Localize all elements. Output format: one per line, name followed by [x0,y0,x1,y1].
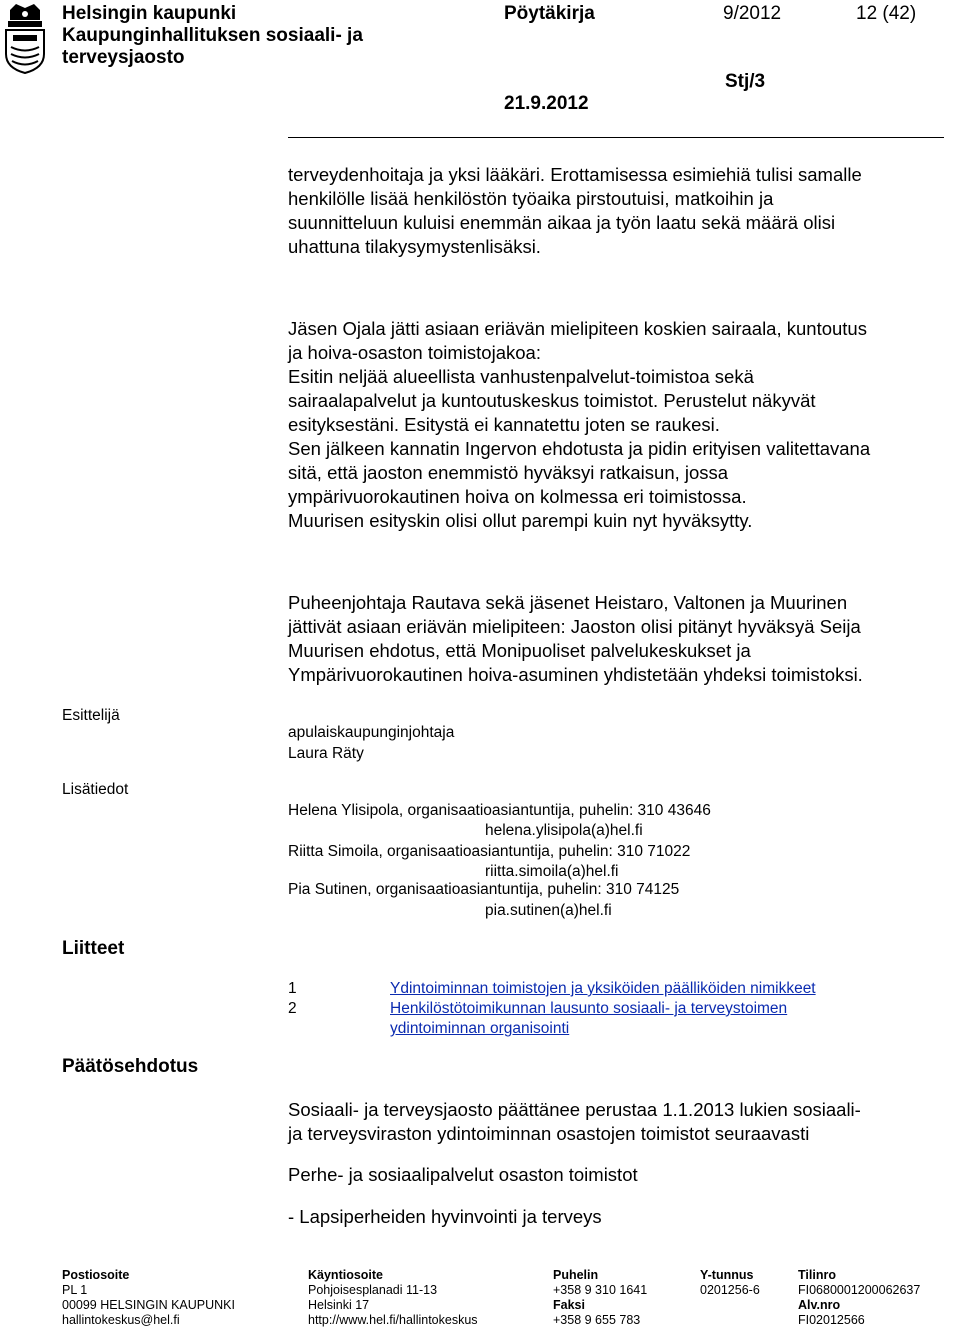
decision-subheading: Perhe- ja sosiaalipalvelut osaston toimistot [288,1164,638,1185]
footer-value: 0201256-6 [700,1283,760,1297]
org-department: Kaupunginhallituksen sosiaali- ja [62,25,363,46]
footer-value: FI02012566 [798,1313,865,1327]
footer-label: Y-tunnus [700,1268,754,1282]
contact-line: Pia Sutinen, organisaatioasiantuntija, puhelin: 310 74125 [288,881,680,898]
footer-phone [553,1268,647,1328]
document-type: Pöytäkirja [504,3,595,24]
footer-label: Postiosoite [62,1268,130,1282]
text-line: ympärivuorokautinen hoiva on kolmessa eri toimistossa. [288,486,747,507]
paragraph-continuation [288,163,862,259]
text-line: uhattuna tilakysymystenlisäksi. [288,236,541,257]
section-code: Stj/3 [725,71,766,92]
more-info-label: Lisätiedot [62,781,129,798]
contact-email: pia.sutinen(a)hel.fi [485,902,612,919]
attachment-number: 2 [288,1000,297,1017]
contact-email: riitta.simoila(a)hel.fi [485,863,619,880]
presenter-title: apulaiskaupunginjohtaja [288,724,455,741]
org-name: Helsingin kaupunki [62,3,237,24]
footer-postal [62,1268,235,1328]
attachment-number: 1 [288,980,297,997]
dissent-chair [288,591,863,687]
text-line: suunnitteluun kuluisi enemmän aikaa ja työn laatu sekä määrä olisi [288,212,836,233]
contact-line: Riitta Simoila, organisaatioasiantuntija, puhelin: 310 71022 [288,843,691,860]
header-rule [288,137,944,138]
footer-business-id [700,1268,760,1298]
decision-proposal-text [288,1098,861,1146]
attachments-heading: Liitteet [62,938,125,959]
meeting-date: 21.9.2012 [504,93,589,114]
footer-account [798,1268,920,1328]
presenter-name: Laura Räty [288,745,364,762]
text-line: ja hoiva-osaston toimistojakoa: [288,342,541,363]
footer-value: 00099 HELSINGIN KAUPUNKI [62,1298,235,1312]
footer-value: PL 1 [62,1283,88,1297]
footer-value: Pohjoisesplanadi 11-13 [308,1283,438,1297]
text-line: jättivät asiaan eriävän mielipiteen: Jaoston olisi pitänyt hyväksyä Seija [288,616,861,637]
footer-value: +358 9 310 1641 [553,1283,648,1297]
decision-proposal-heading: Päätösehdotus [62,1056,199,1077]
footer-value: FI0680001200062637 [798,1283,921,1297]
footer-label: Käyntiosoite [308,1268,384,1282]
footer-value: hallintokeskus@hel.fi [62,1313,180,1327]
footer-value: http://www.hel.fi/hallintokeskus [308,1313,478,1327]
attachment-link[interactable]: Henkilöstötoimikunnan lausunto sosiaali- ja terveystoimen [390,1000,788,1017]
org-subdepartment: terveysjaosto [62,47,185,68]
contact-email: helena.ylisipola(a)hel.fi [485,822,643,839]
document-number: 9/2012 [723,3,782,24]
attachment-link[interactable]: ydintoiminnan organisointi [390,1020,570,1037]
text-line: Jäsen Ojala jätti asiaan eriävän mielipiteen koskien sairaala, kuntoutus [288,318,867,339]
attachment-link[interactable]: Ydintoiminnan toimistojen ja yksiköiden päälliköiden nimikkeet [390,980,816,997]
text-line: henkilölle lisää henkilöstön työaika pirstoutuisi, matkoihin ja [288,188,774,209]
decision-bullet: - Lapsiperheiden hyvinvointi ja terveys [288,1206,602,1227]
text-line: Muurisen ehdotus, että Monipuoliset palvelukeskukset ja [288,640,751,661]
text-line: ja terveysviraston ydintoiminnan osastojen toimistot seuraavasti [288,1123,810,1144]
footer-label: Puhelin [553,1268,599,1282]
dissent-ojala [288,317,870,533]
text-line: Sosiaali- ja terveysjaosto päättänee perustaa 1.1.2013 lukien sosiaali- [288,1099,861,1120]
text-line: sairaalapalvelut ja kuntoutuskeskus toimistot. Perustelut näkyvät [288,390,816,411]
text-line: esityksestäni. Esitystä ei kannatettu joten se raukesi. [288,414,720,435]
text-line: Puheenjohtaja Rautava sekä jäsenet Heistaro, Valtonen ja Muurinen [288,592,848,613]
contact-line: Helena Ylisipola, organisaatioasiantuntija, puhelin: 310 43646 [288,802,711,819]
footer-label: Faksi [553,1298,585,1312]
helsinki-coat-of-arms-logo [2,2,48,74]
footer-value: Helsinki 17 [308,1298,370,1312]
footer-label: Alv.nro [798,1298,841,1312]
page-number: 12 (42) [856,3,917,24]
text-line: Esitin neljää alueellista vanhustenpalvelut-toimistoa sekä [288,366,754,387]
presenter-label: Esittelijä [62,707,120,724]
footer-visiting [308,1268,478,1328]
text-line: Ympärivuorokautinen hoiva-asuminen yhdistetään yhdeksi toimistoksi. [288,664,863,685]
text-line: sitä, että jaoston enemmistö hyväksyi ratkaisun, jossa [288,462,729,483]
text-line: terveydenhoitaja ja yksi lääkäri. Erottamisessa esimiehiä tulisi samalle [288,164,862,185]
footer-value: +358 9 655 783 [553,1313,641,1327]
text-line: Sen jälkeen kannatin Ingervon ehdotusta ja pidin erityisen valitettavana [288,438,871,459]
footer-label: Tilinro [798,1268,836,1282]
text-line: Muurisen esityskin olisi ollut parempi kuin nyt hyväksytty. [288,510,753,531]
